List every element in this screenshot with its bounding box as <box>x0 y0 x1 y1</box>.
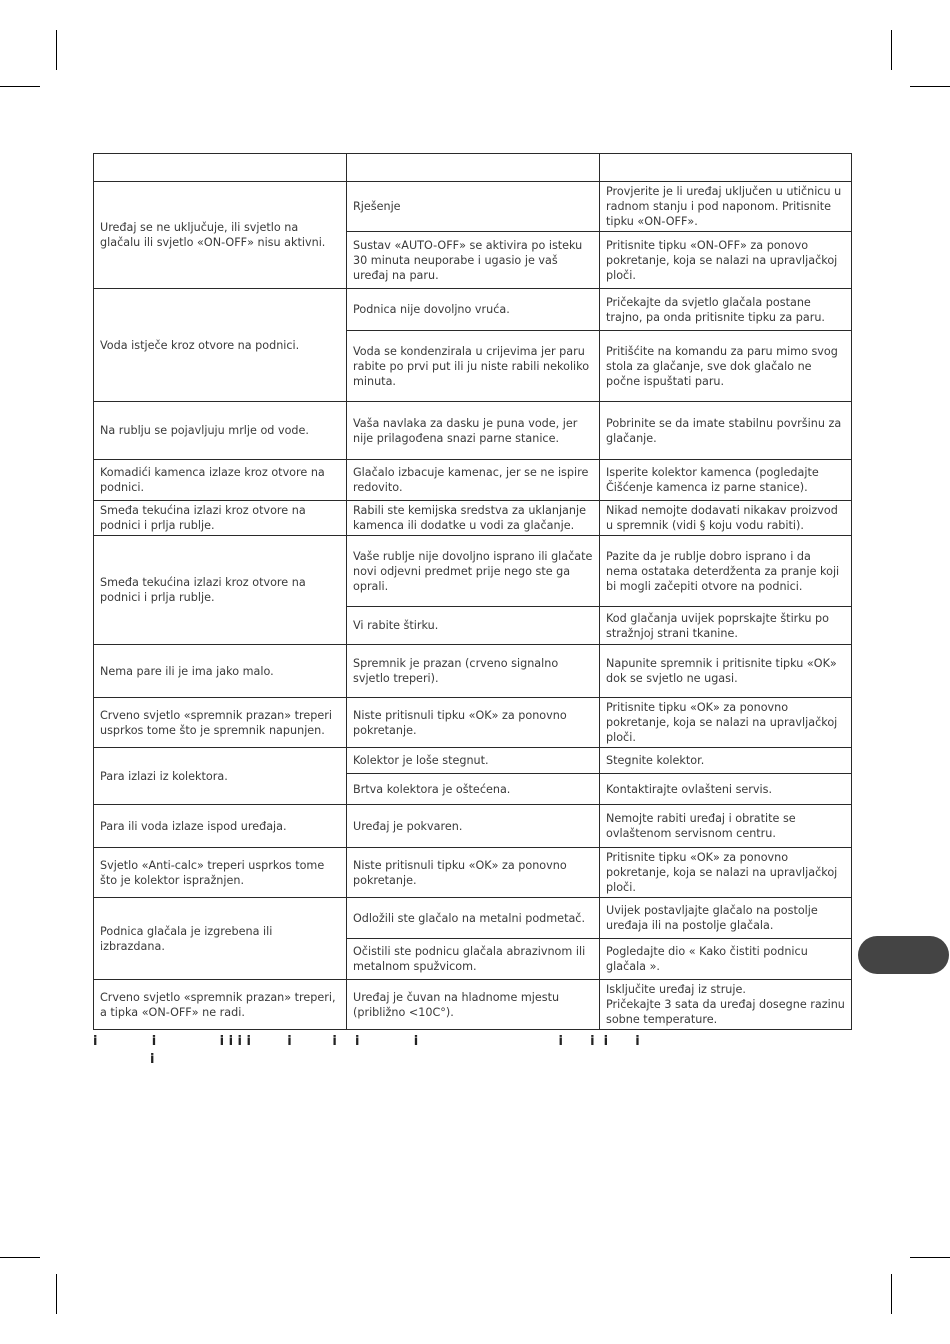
solution-cell: Pričekajte da svjetlo glačala postane trajno, pa onda pritisnite tipku za paru. <box>600 289 852 331</box>
crop-mark <box>56 1274 57 1314</box>
table-row <box>94 805 852 848</box>
solution-cell: Pazite da je rublje dobro isprano i da nema ostataka deterdženta za pranje koji bi mogli začepiti otvore na podnici. <box>600 536 852 607</box>
cause-cell: Podnica nije dovoljno vruća. <box>347 289 600 331</box>
problem-cell: Smeđa tekućina izlazi kroz otvore na podnici i prlja rublje. <box>94 501 347 536</box>
cause-cell: Vaše rublje nije dovoljno isprano ili glačate novi odjevni predmet prije nego ste ga oprali. <box>347 536 600 607</box>
cause-cell: Rabili ste kemijska sredstva za uklanjanje kamenca ili dodatke u vodi za glačanje. <box>347 501 600 536</box>
solution-cell: Pritisnite tipku «OK» za ponovno pokretanje, koja se nalazi na upravljačkoj ploči. <box>600 698 852 748</box>
problem-cell: Smeđa tekućina izlazi kroz otvore na podnici i prlja rublje. <box>94 536 347 645</box>
table-row <box>94 645 852 698</box>
solution-cell: Isperite kolektor kamenca (pogledajte Čišćenje kamenca iz parne stanice). <box>600 460 852 501</box>
header-problem <box>94 154 347 182</box>
crop-mark <box>56 30 57 70</box>
table-row <box>94 501 852 536</box>
cause-cell: Kolektor je loše stegnut. <box>347 748 600 774</box>
solution-cell: Napunite spremnik i pritisnite tipku «OK» dok se svjetlo ne ugasi. <box>600 645 852 698</box>
table-row <box>94 698 852 748</box>
cause-cell: Spremnik je prazan (crveno signalno svjetlo treperi). <box>347 645 600 698</box>
footer-text-2: i <box>150 1052 155 1067</box>
problem-cell: Voda istječe kroz otvore na podnici. <box>94 289 347 402</box>
table-row <box>94 536 852 607</box>
page-tab-badge <box>858 936 949 974</box>
footer-text: i i i i i i i i i i i i i i <box>93 1034 640 1049</box>
cause-cell: Voda se kondenzirala u crijevima jer paru rabite po prvi put ili ju niste rabili nekoliko minuta. <box>347 331 600 402</box>
solution-cell: Pobrinite se da imate stabilnu površinu za glačanje. <box>600 402 852 460</box>
solution-cell: Stegnite kolektor. <box>600 748 852 774</box>
problem-cell: Crveno svjetlo «spremnik prazan» treperi usprkos tome što je spremnik napunjen. <box>94 698 347 748</box>
cause-cell: Niste pritisnuli tipku «OK» za ponovno pokretanje. <box>347 848 600 898</box>
solution-cell: Pogledajte dio « Kako čistiti podnicu glačala ». <box>600 939 852 980</box>
table-row <box>94 460 852 501</box>
solution-cell: Nemojte rabiti uređaj i obratite se ovlaštenom servisnom centru. <box>600 805 852 848</box>
crop-mark <box>0 86 40 87</box>
crop-mark <box>910 86 950 87</box>
solution-cell: Nikad nemojte dodavati nikakav proizvod u spremnik (vidi § koju vodu rabiti). <box>600 501 852 536</box>
crop-mark <box>0 1257 40 1258</box>
cause-cell: Odložili ste glačalo na metalni podmetač. <box>347 898 600 939</box>
cause-cell: Sustav «AUTO-OFF» se aktivira po isteku 30 minuta neuporabe i ugasio je vaš uređaj na paru. <box>347 232 600 289</box>
cause-cell: Glačalo izbacuje kamenac, jer se ne ispire redovito. <box>347 460 600 501</box>
problem-cell: Uređaj se ne uključuje, ili svjetlo na glačalu ili svjetlo «ON-OFF» nisu aktivni. <box>94 182 347 289</box>
table-header-row <box>94 154 852 182</box>
cause-cell: Očistili ste podnicu glačala abrazivnom ili metalnom spužvicom. <box>347 939 600 980</box>
crop-mark <box>891 1274 892 1314</box>
solution-cell: Uvijek postavljajte glačalo na postolje uređaja ili na postolje glačala. <box>600 898 852 939</box>
cause-cell: Vaša navlaka za dasku je puna vode, jer nije prilagođena snazi parne stanice. <box>347 402 600 460</box>
cause-cell: Uređaj je pokvaren. <box>347 805 600 848</box>
crop-mark <box>891 30 892 70</box>
header-solution <box>600 154 852 182</box>
cause-cell: Uređaj je čuvan na hladnome mjestu (približno <10C°). <box>347 980 600 1030</box>
cause-cell: Rješenje <box>347 182 600 232</box>
solution-cell: Provjerite je li uređaj uključen u utičnicu u radnom stanju i pod naponom. Pritisnite tipku «ON-OFF». <box>600 182 852 232</box>
problem-cell: Svjetlo «Anti-calc» treperi usprkos tome što je kolektor ispražnjen. <box>94 848 347 898</box>
problem-cell: Komadići kamenca izlaze kroz otvore na podnici. <box>94 460 347 501</box>
table-row <box>94 402 852 460</box>
solution-cell: Pritišćite na komandu za paru mimo svog stola za glačanje, sve dok glačalo ne počne ispuštati paru. <box>600 331 852 402</box>
solution-cell: Kontaktirajte ovlašteni servis. <box>600 774 852 805</box>
table-row <box>94 748 852 774</box>
cause-cell: Niste pritisnuli tipku «OK» za ponovno pokretanje. <box>347 698 600 748</box>
table-row <box>94 848 852 898</box>
header-cause <box>347 154 600 182</box>
troubleshooting-table <box>93 153 852 1030</box>
problem-cell: Para izlazi iz kolektora. <box>94 748 347 805</box>
solution-cell: Pritisnite tipku «ON-OFF» za ponovo pokretanje, koja se nalazi na upravljačkoj ploči. <box>600 232 852 289</box>
solution-cell: Kod glačanja uvijek poprskajte štirku po stražnjoj strani tkanine. <box>600 607 852 645</box>
cause-cell: Vi rabite štirku. <box>347 607 600 645</box>
table-body <box>94 182 852 1030</box>
problem-cell: Podnica glačala je izgrebena ili izbrazdana. <box>94 898 347 980</box>
table-row <box>94 980 852 1030</box>
solution-cell: Pritisnite tipku «OK» za ponovno pokretanje, koja se nalazi na upravljačkoj ploči. <box>600 848 852 898</box>
table-row <box>94 289 852 331</box>
problem-cell: Para ili voda izlaze ispod uređaja. <box>94 805 347 848</box>
table-row <box>94 182 852 232</box>
problem-cell: Nema pare ili je ima jako malo. <box>94 645 347 698</box>
cause-cell: Brtva kolektora je oštećena. <box>347 774 600 805</box>
solution-cell: Isključite uređaj iz struje. Pričekajte 3 sata da uređaj dosegne razinu sobne temperature. <box>600 980 852 1030</box>
problem-cell: Na rublju se pojavljuju mrlje od vode. <box>94 402 347 460</box>
crop-mark <box>910 1257 950 1258</box>
problem-cell: Crveno svjetlo «spremnik prazan» treperi, a tipka «ON-OFF» ne radi. <box>94 980 347 1030</box>
table-row <box>94 898 852 939</box>
